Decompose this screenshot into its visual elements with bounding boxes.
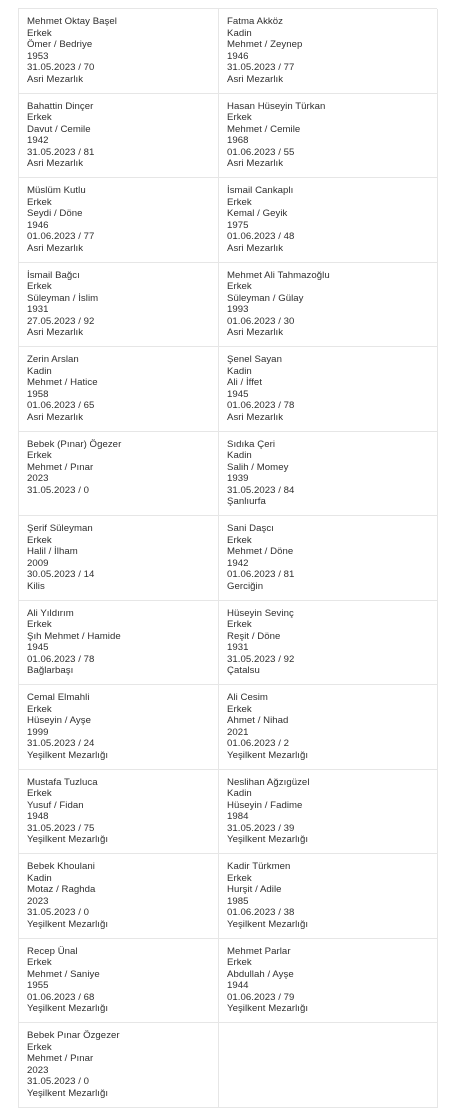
record-parents: Mehmet / Hatice: [27, 377, 98, 389]
record-cell: [219, 601, 438, 686]
record-cell: [219, 516, 438, 601]
record-birth-year: 1942: [27, 135, 49, 147]
record-name: Ali Yıldırım: [27, 607, 74, 619]
record-birth-year: 1993: [227, 304, 249, 316]
record-parents: Süleyman / İslim: [27, 292, 99, 304]
record-location: Şanlıurfa: [227, 496, 266, 508]
record-date-ref: 31.05.2023 / 70: [27, 62, 95, 74]
record-date-ref: 01.06.2023 / 65: [27, 400, 95, 412]
record-gender: Erkek: [227, 112, 252, 124]
record-birth-year: 1931: [27, 304, 49, 316]
record-date-ref: 01.06.2023 / 48: [227, 231, 295, 243]
record-parents: Salih / Momey: [227, 461, 289, 473]
record-gender: Erkek: [27, 619, 52, 631]
record-name: Kadir Türkmen: [227, 861, 291, 872]
record-date-ref: 31.05.2023 / 75: [27, 822, 95, 834]
record-parents: Hüseyin / Fadime: [227, 799, 303, 811]
record-parents: Halil / İlham: [27, 546, 78, 558]
record-parents: Ömer / Bedriye: [27, 39, 93, 51]
record-cell: [19, 601, 219, 686]
record-cell: [19, 516, 219, 601]
record-parents: Hüseyin / Ayşe: [27, 715, 91, 727]
record-name: Mehmet Parlar: [227, 945, 291, 957]
record-cell: [19, 263, 219, 348]
record-gender: Erkek: [27, 196, 52, 208]
record-date-ref: 31.05.2023 / 81: [27, 146, 95, 158]
record-gender: Erkek: [27, 27, 52, 39]
record-birth-year: 1985: [227, 895, 249, 907]
record-date-ref: 01.06.2023 / 81: [227, 569, 295, 581]
record-name: Bebek Khoulani: [27, 861, 95, 872]
record-gender: Kadin: [27, 365, 52, 377]
record-gender: Kadin: [27, 872, 52, 884]
record-date-ref: 31.05.2023 / 0: [27, 484, 90, 496]
record-date-ref: 01.06.2023 / 78: [27, 653, 95, 665]
record-birth-year: 2009: [27, 557, 49, 569]
record-birth-year: 1946: [227, 50, 249, 62]
record-gender: Erkek: [27, 112, 52, 124]
record-gender: Erkek: [227, 281, 252, 293]
record-cell: [219, 263, 438, 348]
record-name: İsmail Cankaplı: [227, 185, 294, 196]
record-location: Asri Mezarlık: [27, 327, 84, 339]
record-name: Hüseyin Sevinç: [227, 607, 294, 619]
record-gender: Kadin: [227, 450, 252, 462]
record-name: Sani Daşcı: [227, 523, 274, 534]
record-birth-year: 2023: [27, 473, 49, 485]
record-gender: Erkek: [27, 788, 52, 800]
record-parents: Kemal / Geyik: [227, 208, 288, 220]
record-parents: Şıh Mehmet / Hamide: [27, 630, 121, 642]
record-cell: [19, 854, 219, 939]
record-gender: Erkek: [27, 1041, 52, 1053]
record-location: Asri Mezarlık: [27, 73, 84, 85]
record-date-ref: 31.05.2023 / 77: [227, 62, 295, 74]
record-gender: Erkek: [27, 450, 52, 462]
record-parents: Süleyman / Gülay: [227, 292, 304, 304]
record-location: Yeşilkent Mezarlığı: [27, 918, 109, 930]
record-date-ref: 01.06.2023 / 38: [227, 907, 295, 919]
record-name: Bebek Pınar Özgezer: [27, 1030, 120, 1041]
record-date-ref: 31.05.2023 / 0: [27, 1076, 90, 1088]
record-date-ref: 01.06.2023 / 78: [227, 400, 295, 412]
record-cell: [219, 939, 438, 1024]
record-parents: Mehmet / Pınar: [27, 1053, 94, 1065]
record-name: Bebek (Pınar) Ögezer: [27, 438, 122, 450]
empty-cell: [219, 1023, 438, 1108]
record-cell: [219, 770, 438, 855]
record-parents: Ali / İffet: [227, 377, 263, 389]
record-location: Yeşilkent Mezarlığı: [27, 1087, 109, 1099]
record-cell: [19, 178, 219, 263]
record-cell: [19, 9, 219, 94]
record-location: Yeşilkent Mezarlığı: [27, 749, 109, 761]
record-birth-year: 2023: [27, 895, 49, 907]
record-parents: Mehmet / Cemile: [227, 123, 301, 135]
record-location: Yeşilkent Mezarlığı: [227, 749, 309, 761]
record-name: Neslihan Ağzıgüzel: [227, 776, 310, 788]
record-parents: Mehmet / Döne: [227, 546, 294, 558]
record-birth-year: 2023: [27, 1064, 49, 1076]
record-cell: [19, 347, 219, 432]
record-location: Yeşilkent Mezarlığı: [27, 834, 109, 846]
record-date-ref: 01.06.2023 / 2: [227, 738, 290, 750]
record-birth-year: 1948: [27, 811, 49, 823]
record-cell: [219, 9, 438, 94]
record-cell: [19, 432, 219, 517]
record-gender: Kadin: [227, 365, 252, 377]
record-gender: Erkek: [227, 872, 252, 884]
record-cell: [219, 94, 438, 179]
record-birth-year: 1999: [27, 726, 49, 738]
record-birth-year: 1953: [27, 50, 49, 62]
record-name: İsmail Bağcı: [27, 269, 80, 281]
record-date-ref: 31.05.2023 / 92: [227, 653, 295, 665]
record-parents: Hurşit / Adile: [227, 884, 282, 896]
record-cell: [219, 432, 438, 517]
record-birth-year: 1942: [227, 557, 249, 569]
records-table: [18, 8, 437, 1108]
record-cell: [219, 347, 438, 432]
record-parents: Ahmet / Nihad: [227, 715, 289, 727]
record-name: Şenel Sayan: [227, 354, 282, 365]
record-date-ref: 31.05.2023 / 39: [227, 822, 295, 834]
record-cell: [19, 685, 219, 770]
record-birth-year: 1984: [227, 811, 249, 823]
record-date-ref: 31.05.2023 / 0: [27, 907, 90, 919]
record-cell: [19, 770, 219, 855]
record-location: Asri Mezarlık: [227, 73, 284, 85]
record-parents: Reşit / Döne: [227, 630, 281, 642]
record-location: Asri Mezarlık: [27, 411, 84, 423]
record-cell: [219, 685, 438, 770]
record-name: Mehmet Oktay Başel: [27, 16, 117, 27]
record-name: Mustafa Tuzluca: [27, 776, 98, 788]
record-cell: [19, 1023, 219, 1108]
record-name: Ali Cesim: [227, 692, 268, 703]
record-birth-year: 1945: [27, 642, 49, 654]
record-birth-year: 1968: [227, 135, 249, 147]
record-name: Zerin Arslan: [27, 354, 79, 365]
record-date-ref: 01.06.2023 / 55: [227, 146, 295, 158]
record-cell: [219, 854, 438, 939]
record-parents: Seydi / Döne: [27, 208, 83, 220]
record-location: Yeşilkent Mezarlığı: [27, 1003, 109, 1015]
record-gender: Erkek: [227, 957, 252, 969]
record-gender: Erkek: [27, 703, 52, 715]
record-gender: Erkek: [227, 534, 252, 546]
record-birth-year: 1975: [227, 219, 249, 231]
record-location: Asri Mezarlık: [27, 242, 84, 254]
record-location: Çatalsu: [227, 665, 260, 677]
record-parents: Mehmet / Saniye: [27, 968, 100, 980]
record-date-ref: 01.06.2023 / 68: [27, 991, 95, 1003]
record-name: Şerif Süleyman: [27, 523, 93, 534]
record-birth-year: 1944: [227, 980, 249, 992]
record-name: Müslüm Kutlu: [27, 185, 86, 196]
record-birth-year: 1955: [27, 980, 49, 992]
record-cell: [19, 94, 219, 179]
record-birth-year: 2021: [227, 726, 249, 738]
record-gender: Kadin: [227, 27, 252, 39]
record-location: Kilis: [27, 580, 45, 592]
record-name: Fatma Akköz: [227, 16, 283, 27]
record-name: Hasan Hüseyin Türkan: [227, 100, 326, 112]
record-parents: Motaz / Raghda: [27, 884, 96, 896]
record-birth-year: 1958: [27, 388, 49, 400]
record-name: Sıdıka Çeri: [227, 438, 276, 450]
record-location: Asri Mezarlık: [227, 327, 284, 339]
record-gender: Erkek: [227, 619, 252, 631]
record-parents: Davut / Cemile: [27, 123, 91, 135]
record-name: Cemal Elmahli: [27, 692, 90, 703]
record-birth-year: 1939: [227, 473, 249, 485]
record-gender: Erkek: [27, 534, 52, 546]
record-location: Asri Mezarlık: [227, 158, 284, 170]
record-date-ref: 01.06.2023 / 30: [227, 315, 295, 327]
record-location: Asri Mezarlık: [227, 411, 284, 423]
record-parents: Yusuf / Fidan: [27, 799, 84, 811]
record-date-ref: 31.05.2023 / 24: [27, 738, 95, 750]
record-birth-year: 1945: [227, 388, 249, 400]
record-name: Bahattin Dinçer: [27, 100, 94, 112]
record-gender: Erkek: [227, 703, 252, 715]
record-birth-year: 1931: [227, 642, 249, 654]
record-location: Yeşilkent Mezarlığı: [227, 1003, 309, 1015]
record-gender: Erkek: [227, 196, 252, 208]
record-date-ref: 01.06.2023 / 77: [27, 231, 95, 243]
record-location: Gerciğin: [227, 580, 264, 592]
record-location: Bağlarbaşı: [27, 665, 74, 677]
record-parents: Abdullah / Ayşe: [227, 968, 294, 980]
record-gender: Erkek: [27, 281, 52, 293]
record-gender: Kadin: [227, 788, 252, 800]
record-date-ref: 01.06.2023 / 79: [227, 991, 295, 1003]
record-parents: Mehmet / Zeynep: [227, 39, 303, 51]
record-name: Mehmet Ali Tahmazoğlu: [227, 269, 330, 281]
record-date-ref: 31.05.2023 / 84: [227, 484, 295, 496]
record-cell: [219, 178, 438, 263]
record-parents: Mehmet / Pınar: [27, 461, 94, 473]
record-cell: [19, 939, 219, 1024]
record-location: Asri Mezarlık: [227, 242, 284, 254]
record-date-ref: 27.05.2023 / 92: [27, 315, 95, 327]
record-location: Asri Mezarlık: [27, 158, 84, 170]
record-location: Yeşilkent Mezarlığı: [227, 918, 309, 930]
record-name: Recep Ünal: [27, 945, 78, 957]
record-birth-year: 1946: [27, 219, 49, 231]
record-gender: Erkek: [27, 957, 52, 969]
record-date-ref: 30.05.2023 / 14: [27, 569, 95, 581]
record-location: Yeşilkent Mezarlığı: [227, 834, 309, 846]
